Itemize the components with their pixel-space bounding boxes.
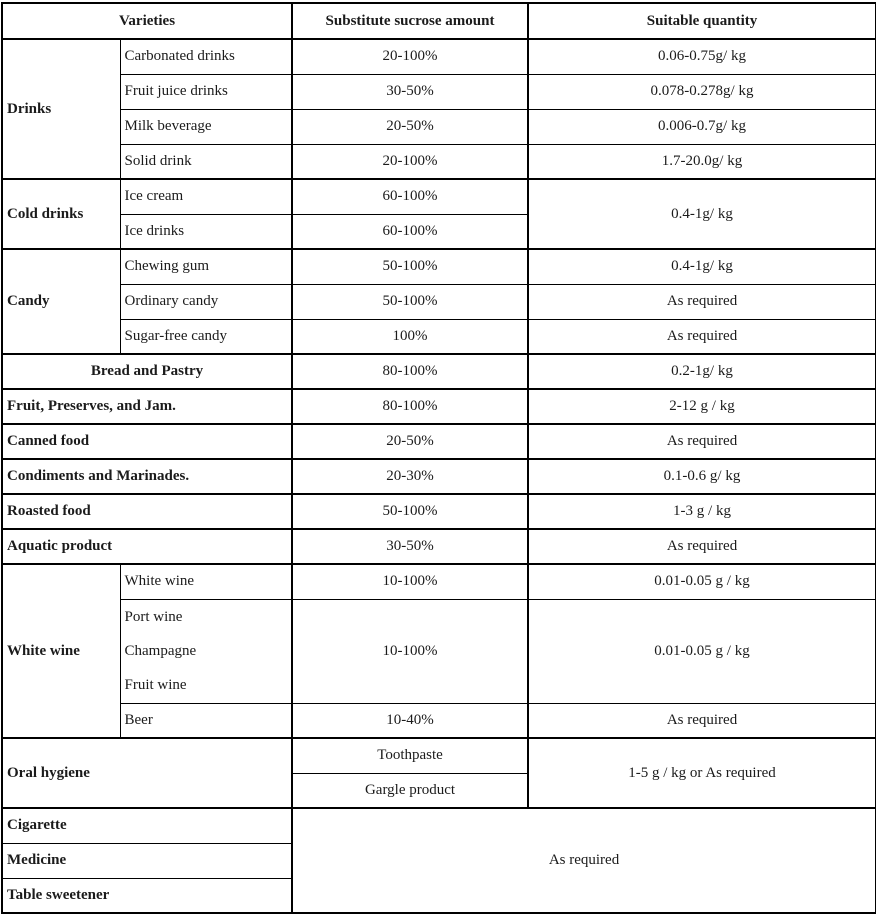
quantity-fruit-preserves-jam: 2-12 g / kg xyxy=(528,389,876,424)
item-fruit-juice-drinks: Fruit juice drinks xyxy=(120,74,292,109)
item-beer: Beer xyxy=(120,703,292,738)
item-toothpaste: Toothpaste xyxy=(292,738,528,773)
item-white-wine: White wine xyxy=(120,564,292,599)
amount-solid-drink: 20-100% xyxy=(292,144,528,179)
amount-aquatic-product: 30-50% xyxy=(292,529,528,564)
quantity-oral-hygiene: 1-5 g / kg or As required xyxy=(528,738,876,808)
quantity-chewing-gum: 0.4-1g/ kg xyxy=(528,249,876,284)
category-canned-food: Canned food xyxy=(2,424,292,459)
item-solid-drink: Solid drink xyxy=(120,144,292,179)
item-port-champagne-fruit-wine xyxy=(120,599,292,703)
table-row xyxy=(2,144,876,179)
item-ice-drinks: Ice drinks xyxy=(120,214,292,249)
table-row xyxy=(2,39,876,74)
category-medicine: Medicine xyxy=(2,843,292,878)
category-white-wine: White wine xyxy=(2,564,120,738)
category-fruit-preserves-jam: Fruit, Preserves, and Jam. xyxy=(2,389,292,424)
header-row xyxy=(2,3,876,39)
quantity-cigarette-medicine-sweetener: As required xyxy=(292,808,876,913)
item-ice-cream: Ice cream xyxy=(120,179,292,214)
table-row xyxy=(2,354,876,389)
amount-roasted-food: 50-100% xyxy=(292,494,528,529)
table-row xyxy=(2,179,876,214)
item-ordinary-candy: Ordinary candy xyxy=(120,284,292,319)
table-row xyxy=(2,494,876,529)
quantity-milk-beverage: 0.006-0.7g/ kg xyxy=(528,109,876,144)
quantity-carbonated-drinks: 0.06-0.75g/ kg xyxy=(528,39,876,74)
amount-fruit-juice-drinks: 30-50% xyxy=(292,74,528,109)
amount-canned-food: 20-50% xyxy=(292,424,528,459)
amount-milk-beverage: 20-50% xyxy=(292,109,528,144)
category-drinks: Drinks xyxy=(2,39,120,179)
amount-fruit-preserves-jam: 80-100% xyxy=(292,389,528,424)
quantity-fruit-juice-drinks: 0.078-0.278g/ kg xyxy=(528,74,876,109)
amount-bread-pastry: 80-100% xyxy=(292,354,528,389)
amount-beer: 10-40% xyxy=(292,703,528,738)
table-row xyxy=(2,74,876,109)
table-row xyxy=(2,459,876,494)
table-row xyxy=(2,529,876,564)
amount-ice-drinks: 60-100% xyxy=(292,214,528,249)
table-row xyxy=(2,703,876,738)
table-row xyxy=(2,389,876,424)
amount-port-champagne-fruit-wine: 10-100% xyxy=(292,599,528,703)
item-gargle-product: Gargle product xyxy=(292,773,528,808)
amount-carbonated-drinks: 20-100% xyxy=(292,39,528,74)
item-sugar-free-candy: Sugar-free candy xyxy=(120,319,292,354)
quantity-cold-drinks: 0.4-1g/ kg xyxy=(528,179,876,249)
amount-chewing-gum: 50-100% xyxy=(292,249,528,284)
category-condiments-marinades: Condiments and Marinades. xyxy=(2,459,292,494)
table-row xyxy=(2,564,876,599)
quantity-bread-pastry: 0.2-1g/ kg xyxy=(528,354,876,389)
quantity-roasted-food: 1-3 g / kg xyxy=(528,494,876,529)
amount-white-wine: 10-100% xyxy=(292,564,528,599)
quantity-port-champagne-fruit-wine: 0.01-0.05 g / kg xyxy=(528,599,876,703)
category-bread-pastry: Bread and Pastry xyxy=(2,354,292,389)
amount-ordinary-candy: 50-100% xyxy=(292,284,528,319)
category-table-sweetener: Table sweetener xyxy=(2,878,292,913)
item-line-port-wine: Port wine xyxy=(124,609,183,625)
item-carbonated-drinks: Carbonated drinks xyxy=(120,39,292,74)
quantity-solid-drink: 1.7-20.0g/ kg xyxy=(528,144,876,179)
quantity-aquatic-product: As required xyxy=(528,529,876,564)
header-varieties: Varieties xyxy=(2,3,292,39)
item-chewing-gum: Chewing gum xyxy=(120,249,292,284)
quantity-sugar-free-candy: As required xyxy=(528,319,876,354)
category-oral-hygiene: Oral hygiene xyxy=(2,738,292,808)
category-cigarette: Cigarette xyxy=(2,808,292,843)
quantity-beer: As required xyxy=(528,703,876,738)
item-line-fruit-wine: Fruit wine xyxy=(124,677,187,693)
table-row xyxy=(2,249,876,284)
table-row xyxy=(2,738,876,773)
item-milk-beverage: Milk beverage xyxy=(120,109,292,144)
amount-condiments-marinades: 20-30% xyxy=(292,459,528,494)
quantity-canned-food: As required xyxy=(528,424,876,459)
table-row xyxy=(2,424,876,459)
table-row xyxy=(2,284,876,319)
quantity-ordinary-candy: As required xyxy=(528,284,876,319)
amount-ice-cream: 60-100% xyxy=(292,179,528,214)
sucrose-substitution-table xyxy=(1,2,876,914)
quantity-white-wine: 0.01-0.05 g / kg xyxy=(528,564,876,599)
category-aquatic-product: Aquatic product xyxy=(2,529,292,564)
header-substitute-amount: Substitute sucrose amount xyxy=(292,3,528,39)
category-candy: Candy xyxy=(2,249,120,354)
table-row xyxy=(2,808,876,843)
header-suitable-quantity: Suitable quantity xyxy=(528,3,876,39)
table-row xyxy=(2,109,876,144)
table-row xyxy=(2,319,876,354)
category-roasted-food: Roasted food xyxy=(2,494,292,529)
item-line-champagne: Champagne xyxy=(124,643,197,659)
table-row xyxy=(2,599,876,703)
quantity-condiments-marinades: 0.1-0.6 g/ kg xyxy=(528,459,876,494)
category-cold-drinks: Cold drinks xyxy=(2,179,120,249)
amount-sugar-free-candy: 100% xyxy=(292,319,528,354)
